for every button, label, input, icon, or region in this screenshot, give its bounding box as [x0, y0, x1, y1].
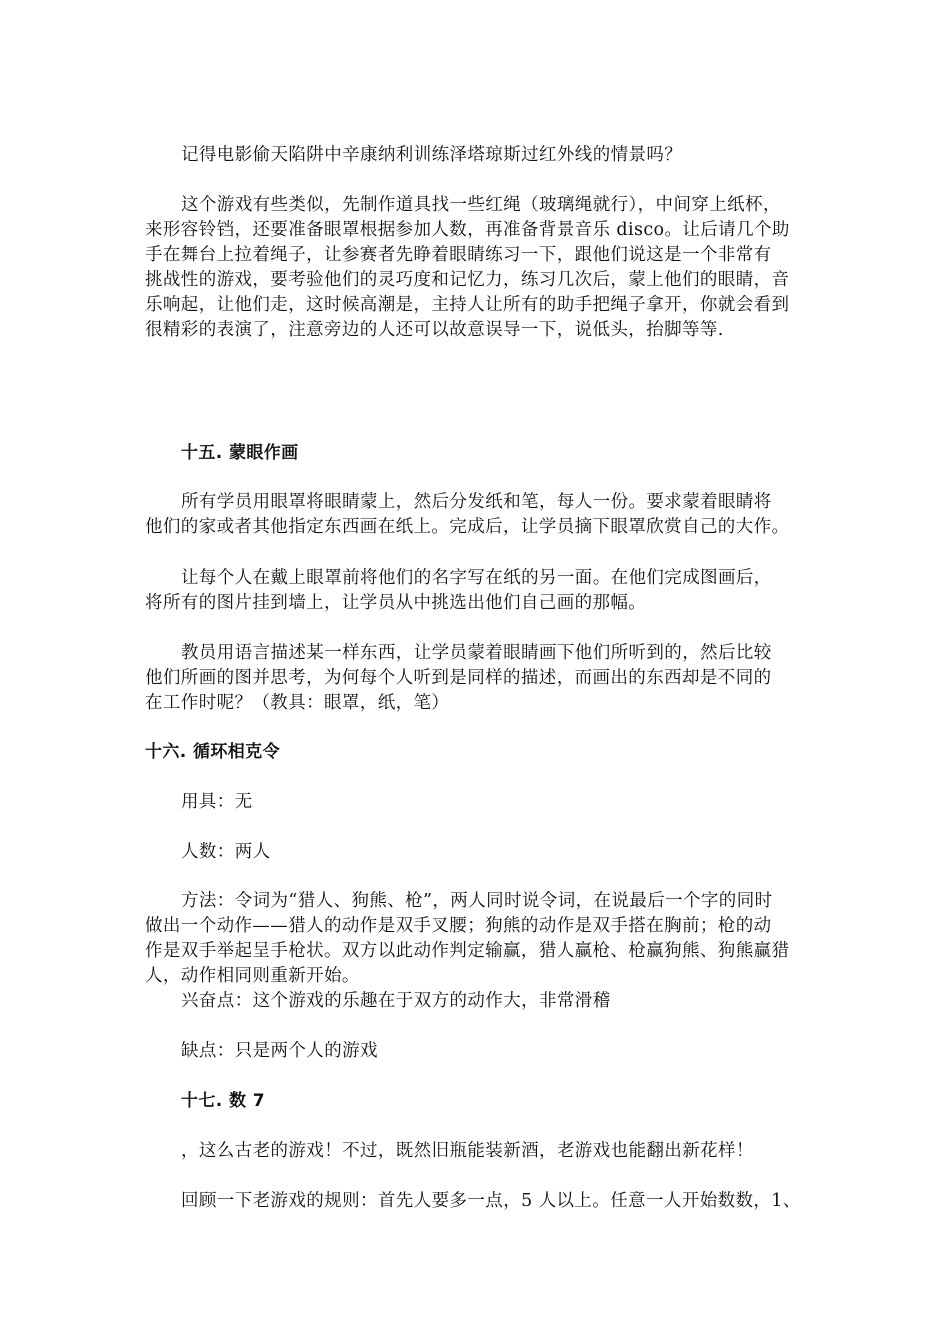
intro-paragraph-line-2: 来形容铃铛，还要准备眼罩根据参加人数，再准备背景音乐 disco。让后请几个助 — [145, 220, 790, 240]
section-16-drawback: 缺点：只是两个人的游戏 — [181, 1041, 378, 1061]
section-15-heading: 十五. 蒙眼作画 — [181, 443, 299, 463]
intro-line: 记得电影偷天陷阱中辛康纳利训练泽塔琼斯过红外线的情景吗？ — [181, 145, 683, 165]
intro-paragraph-line-3: 手在舞台上拉着绳子，让参赛者先睁着眼睛练习一下，跟他们说这是一个非常有 — [145, 245, 772, 265]
section-15-para3-line-3: 在工作时呢？（教具：眼罩，纸，笔） — [145, 693, 450, 713]
section-15-para2-line-1: 让每个人在戴上眼罩前将他们的名字写在纸的另一面。在他们完成图画后， — [181, 568, 772, 588]
intro-paragraph-line-4: 挑战性的游戏，要考验他们的灵巧度和记忆力，练习几次后，蒙上他们的眼睛，音 — [145, 270, 790, 290]
section-16-method-line-1: 方法：令词为“猎人、狗熊、枪”，两人同时说令词，在说最后一个字的同时 — [181, 891, 773, 911]
section-17-line-1: ，这么古老的游戏！不过，既然旧瓶能装新酒，老游戏也能翻出新花样！ — [181, 1141, 754, 1161]
intro-paragraph-line-5: 乐响起，让他们走，这时候高潮是，主持人让所有的助手把绳子拿开，你就会看到 — [145, 295, 790, 315]
section-16-heading: 十六. 循环相克令 — [145, 742, 280, 762]
intro-paragraph-line-6: 很精彩的表演了，注意旁边的人还可以故意误导一下，说低头，抬脚等等. — [145, 320, 724, 340]
section-15-para1-line-2: 他们的家或者其他指定东西画在纸上。完成后，让学员摘下眼罩欣赏自己的大作。 — [145, 517, 790, 537]
section-17-heading: 十七. 数 7 — [181, 1091, 265, 1111]
section-17-line-2: 回顾一下老游戏的规则：首先人要多一点，5 人以上。任意一人开始数数，1、 — [181, 1191, 801, 1211]
section-16-excitement: 兴奋点：这个游戏的乐趣在于双方的动作大，非常滑稽 — [181, 991, 611, 1011]
section-16-method-line-2: 做出一个动作——猎人的动作是双手叉腰；狗熊的动作是双手搭在胸前；枪的动 — [145, 916, 772, 936]
section-15-para1-line-1: 所有学员用眼罩将眼睛蒙上，然后分发纸和笔，每人一份。要求蒙着眼睛将 — [181, 492, 772, 512]
section-16-people: 人数：两人 — [181, 842, 271, 862]
section-15-para3-line-2: 他们所画的图并思考，为何每个人听到是同样的描述，而画出的东西却是不同的 — [145, 668, 772, 688]
section-15-para3-line-1: 教员用语言描述某一样东西，让学员蒙着眼睛画下他们所听到的，然后比较 — [181, 643, 772, 663]
section-15-para2-line-2: 将所有的图片挂到墙上，让学员从中挑选出他们自己画的那幅。 — [145, 593, 647, 613]
intro-paragraph-line-1: 这个游戏有些类似，先制作道具找一些红绳（玻璃绳就行），中间穿上纸杯， — [181, 195, 781, 215]
section-16-tools: 用具：无 — [181, 792, 253, 812]
section-16-method-line-3: 作是双手举起呈手枪状。双方以此动作判定输赢，猎人赢枪、枪赢狗熊、狗熊赢猎 — [145, 941, 790, 961]
section-16-method-line-4: 人，动作相同则重新开始。 — [145, 966, 360, 986]
